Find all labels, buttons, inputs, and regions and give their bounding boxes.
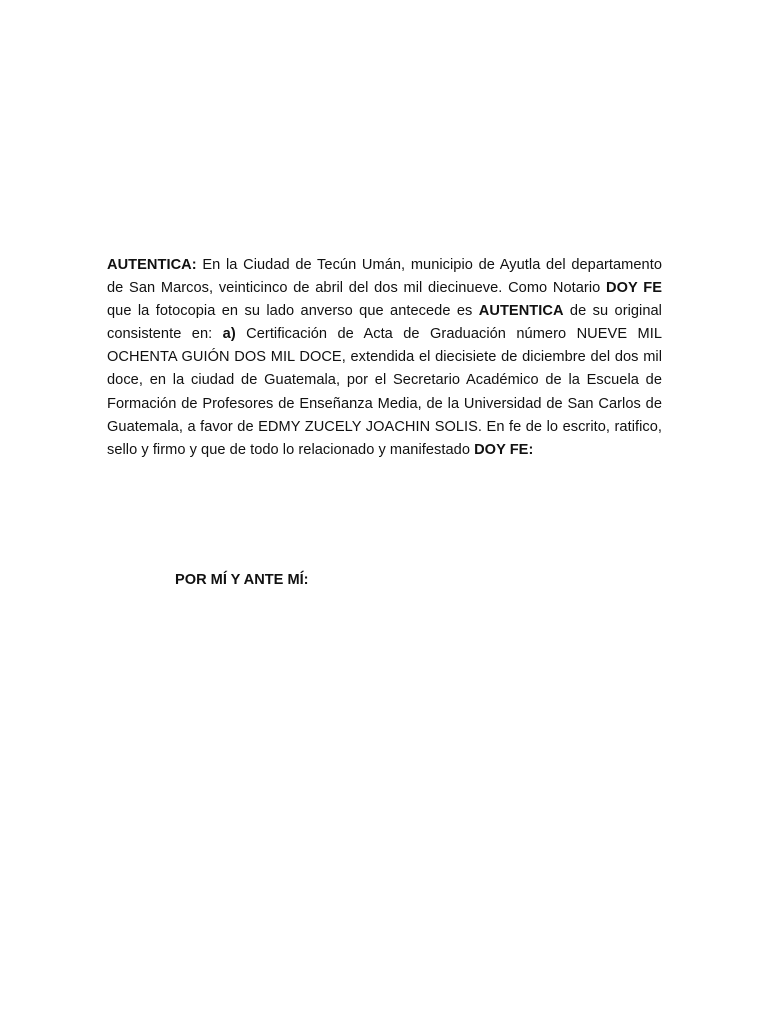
autentica-heading: AUTENTICA: (107, 257, 197, 273)
doy-fe-closing: DOY FE: (474, 441, 534, 458)
authentication-paragraph (107, 254, 662, 462)
paragraph-text-3: de su original consistente en: (107, 303, 662, 343)
paragraph-text-1: En la Ciudad de Tecún Umán, municipio de Ayutla del departamento de San Marcos, veinticinco de abril del dos mil diecinueve. Como Notario (107, 257, 662, 297)
doy-fe-emphasis: DOY FE (606, 280, 662, 297)
autentica-emphasis: AUTENTICA (478, 303, 564, 320)
item-a-marker: a) (222, 326, 236, 343)
paragraph-text-4: Certificación de Acta de Graduación número NUEVE MIL OCHENTA GUIÓN DOS MIL DOCE, extendida el diecisiete de diciembre del dos mil doce, en la ciudad de Guatemala, por el Secretario Académico de la Escuela de Formación de Profesores de Enseñanza Media, de la Universidad de San Carlos de Guatemala, a favor de EDMY ZUCELY JOACHIN SOLIS. En fe de lo escrito, ratifico, sello y firmo y que de todo lo relacionado y manifestado (107, 326, 663, 458)
closing-statement: POR MÍ Y ANTE MÍ: (175, 572, 309, 588)
paragraph-text-2: que la fotocopia en su lado anverso que antecede es (107, 303, 479, 320)
